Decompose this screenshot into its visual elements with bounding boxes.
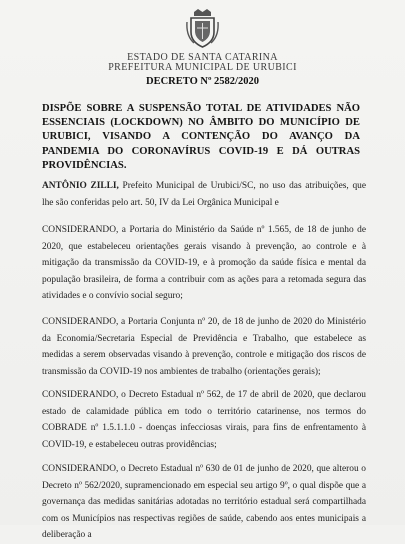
considerando-paragraph-1: CONSIDERANDO, a Portaria do Ministério da Saúde nº 1.565, de 18 de junho de 2020, que estabeleceu orientações gerais visando à prevenção, ao controle e à mitigação da transmissão da COVID-19, e à promoção da saúde física e mental da população brasileira, de forma a contribuir com as ações para a retomada segura das atividades e o convívio social seguro;	[42, 225, 366, 302]
considerando-paragraph-4: CONSIDERANDO, o Decreto Estadual nº 630 de 01 de junho de 2020, que alterou o Decreto nº 562/2020, supramencionado em especial seu artigo 9º, o qual dispõe que a governança das medidas sanitárias adotadas no território estadual será compartilhada com os Municípios nas respectivas regiões de saúde, cabendo aos entes municipais a deliberação a	[42, 464, 366, 541]
intro-paragraph	[42, 178, 366, 211]
prefecture-name: PREFEITURA MUNICIPAL DE URUBICI	[108, 62, 297, 73]
intro-text: Prefeito Municipal de Urubici/SC, no uso das atribuições, que lhe são conferidas pelo art. 50, IV da Lei Orgânica Municipal e	[42, 181, 366, 208]
decree-number: DECRETO Nº 2582/2020	[146, 76, 259, 87]
state-name: ESTADO DE SANTA CATARINA	[127, 52, 278, 63]
considerando-paragraph-3: CONSIDERANDO, o Decreto Estadual nº 562, de 17 de abril de 2020, que declarou estado de calamidade pública em todo o território catarinense, nos termos do COBRADE nº 1.5.1.1.0 - doenças infecciosas virais, para fins de enfrentamento à COVID-19, e estabeleceu outras providências;	[42, 390, 366, 450]
mayor-name: ANTÔNIO ZILLI,	[42, 181, 119, 191]
considerando-paragraph-2: CONSIDERANDO, a Portaria Conjunta nº 20, de 18 de junho de 2020 do Ministério da Economia/Secretaria Especial de Previdência e Trabalho, que estabelece as medidas a serem observadas visando à prevenção, controle e mitigação dos riscos de transmissão da COVID-19 nos ambientes de trabalho (orientações gerais);	[42, 317, 366, 377]
decree-summary: DISPÕE SOBRE A SUSPENSÃO TOTAL DE ATIVIDADES NÃO ESSENCIAIS (LOCKDOWN) NO ÂMBITO DO MUNICÍPIO DE URUBICI, VISANDO A CONTENÇÃO DO AVANÇO DA PANDEMIA DO CORONAVÍRUS COVID-19 E DÁ OUTRAS PROVIDÊNCIAS.	[42, 103, 360, 171]
coat-of-arms-icon	[186, 8, 219, 48]
